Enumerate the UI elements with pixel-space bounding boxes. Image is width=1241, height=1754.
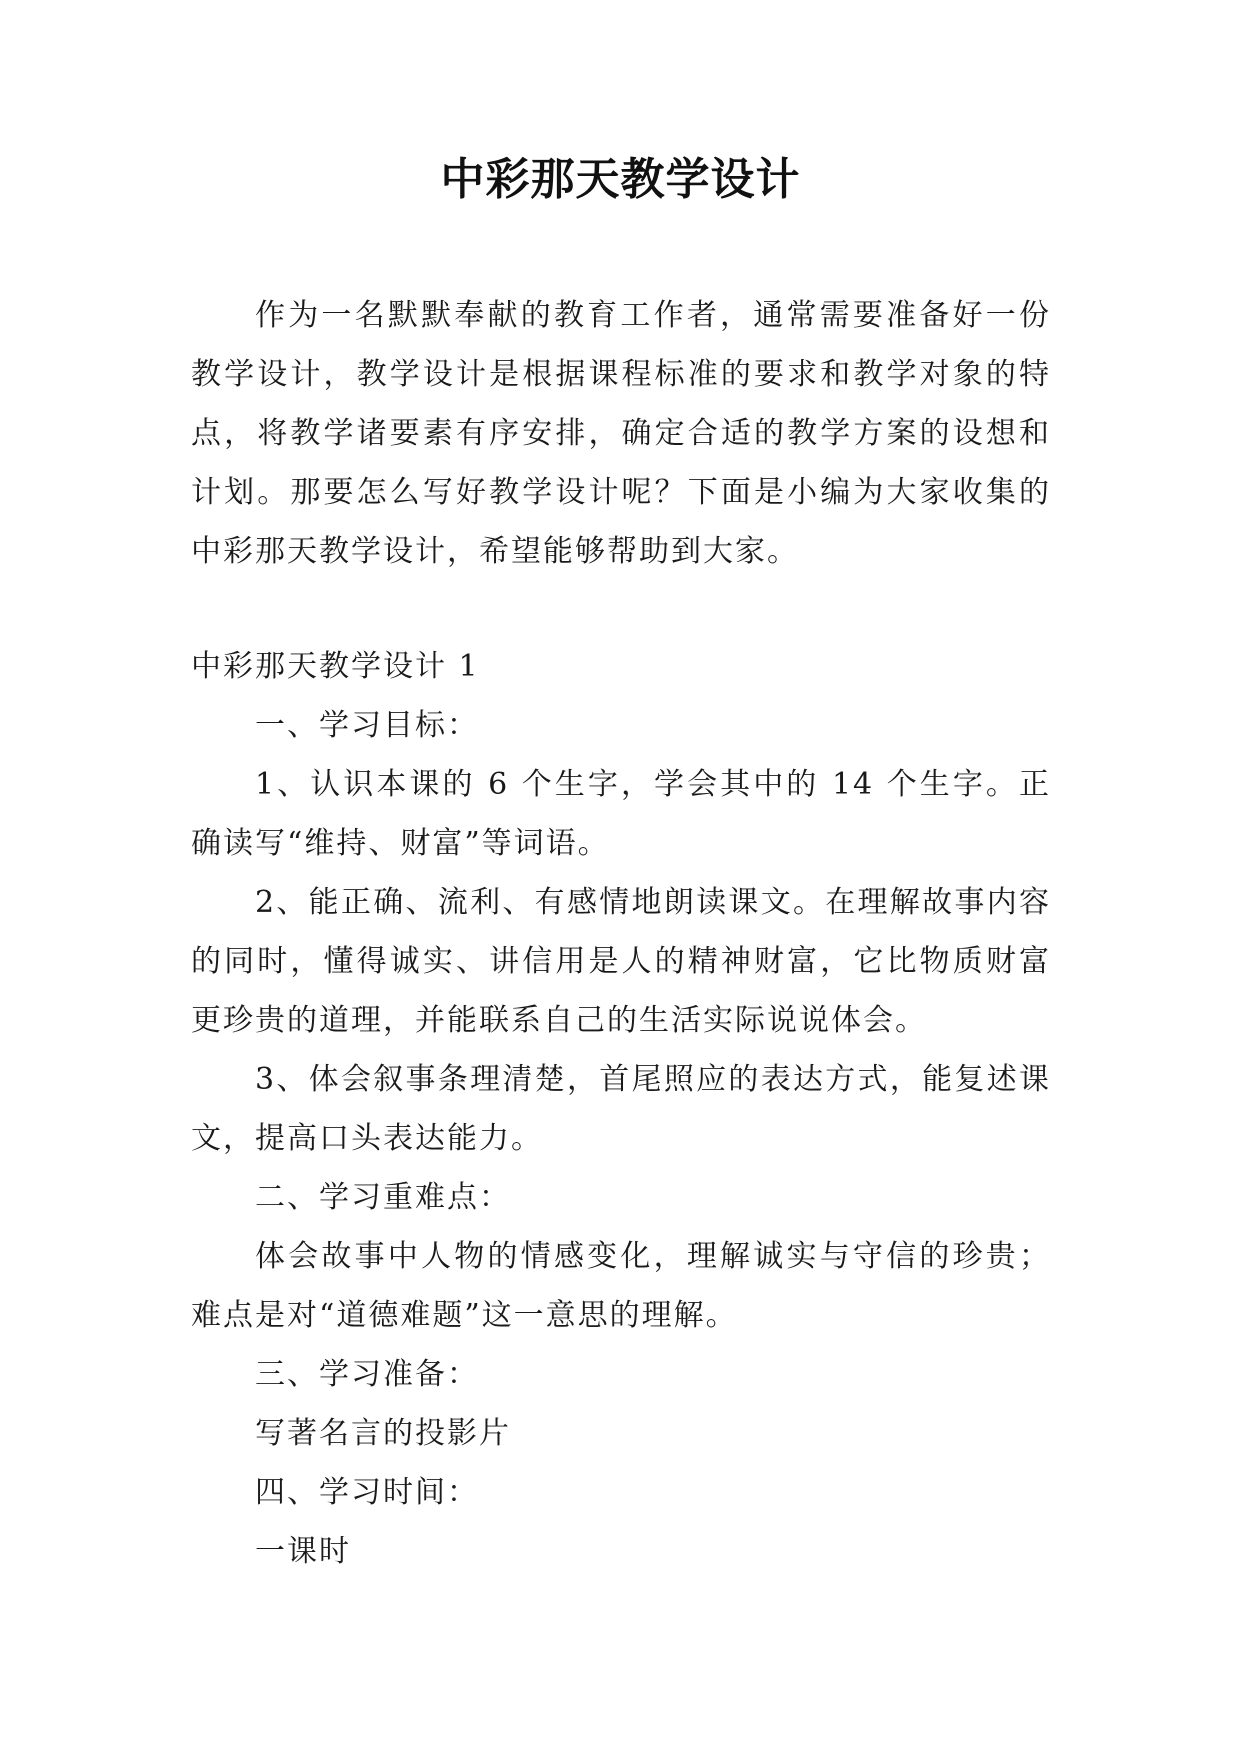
key-points-text: 体会故事中人物的情感变化，理解诚实与守信的珍贵；难点是对“道德难题”这一意思的理解。 [191,1239,1051,1333]
goal-item-3: 3、体会叙事条理清楚，首尾照应的表达方式，能复述课文，提高口头表达能力。 [191,1062,1051,1156]
heading-key-points: 二、学习重难点： [255,1180,511,1215]
heading-preparation: 三、学习准备： [255,1357,479,1392]
preparation-text: 写著名言的投影片 [255,1416,511,1451]
heading-time: 四、学习时间： [255,1475,479,1510]
section-heading: 中彩那天教学设计 1 [191,649,480,684]
document-body [191,637,1051,1581]
document-title: 中彩那天教学设计 [440,154,801,205]
goal-item-2: 2、能正确、流利、有感情地朗读课文。在理解故事内容的同时，懂得诚实、讲信用是人的精神财富，它比物质财富更珍贵的道理，并能联系自己的生活实际说说体会。 [191,885,1051,1038]
goal-item-1: 1、认识本课的 6 个生字，学会其中的 14 个生字。正确读写“维持、财富”等词语。 [191,767,1051,861]
time-text: 一课时 [255,1534,351,1569]
heading-learning-goals: 一、学习目标： [255,708,479,743]
intro-paragraph: 作为一名默默奉献的教育工作者，通常需要准备好一份教学设计，教学设计是根据课程标准的要求和教学对象的特点，将教学诸要素有序安排，确定合适的教学方案的设想和计划。那要怎么写好教学设计呢？下面是小编为大家收集的中彩那天教学设计，希望能够帮助到大家。 [191,298,1051,569]
